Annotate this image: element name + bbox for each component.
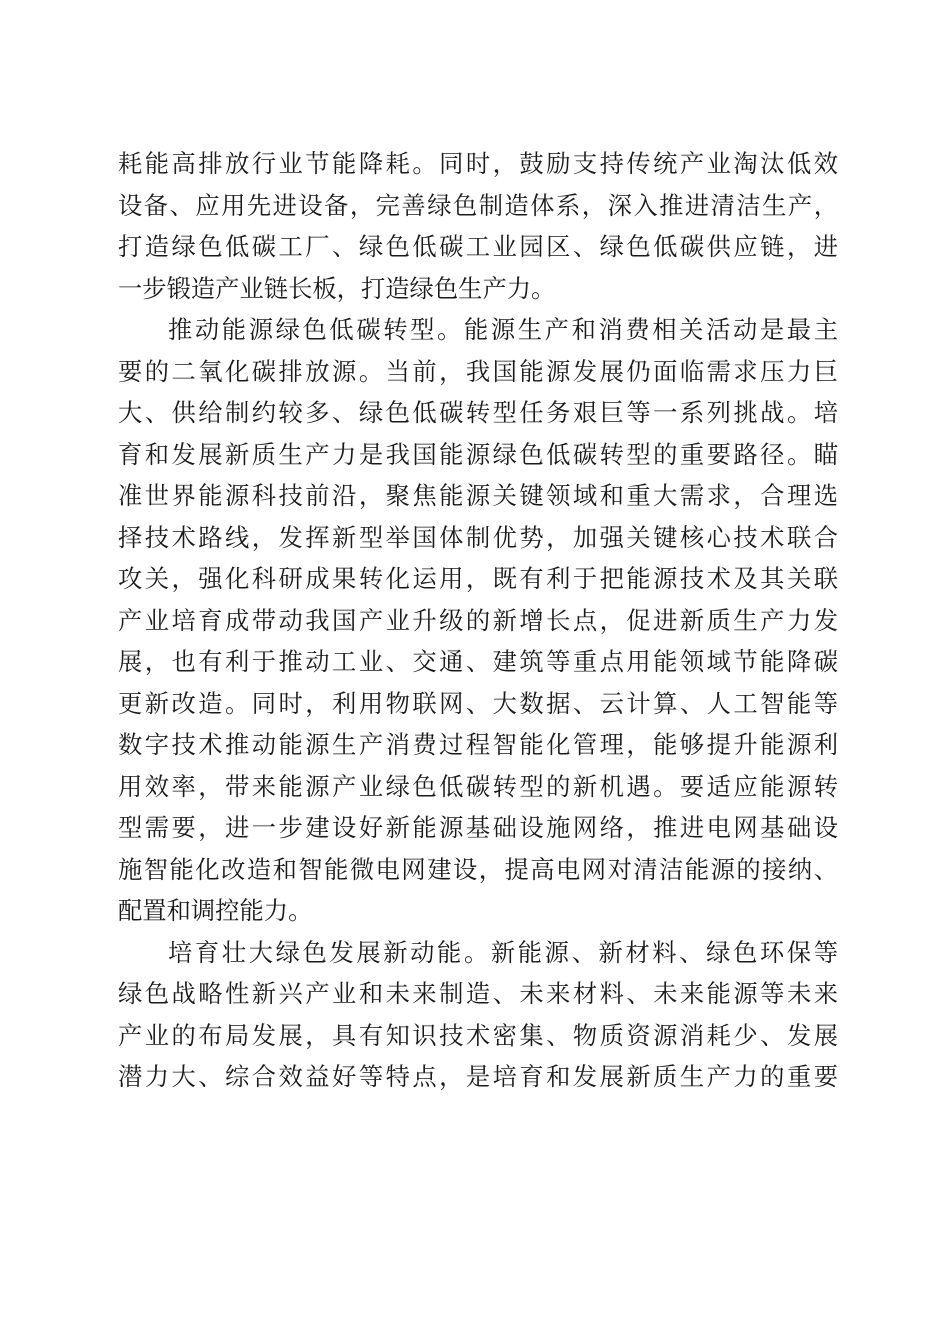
text-line: 配置和调控能力。 (118, 896, 313, 925)
text-line: 攻关，强化科研成果转化运用，既有利于把能源技术及其关联 (118, 564, 838, 593)
text-line: 型需要，进一步建设好新能源基础设施网络，推进电网基础设 (118, 813, 838, 842)
text-line: 要的二氧化碳排放源。当前，我国能源发展仍面临需求压力巨 (118, 356, 838, 386)
text-line: 展，也有利于推动工业、交通、建筑等重点用能领域节能降碳 (118, 647, 838, 676)
text-line: 更新改造。同时，利用物联网、大数据、云计算、人工智能等 (118, 688, 838, 718)
text-line: 潜力大、综合效益好等特点，是培育和发展新质生产力的重要 (118, 1062, 838, 1091)
text-line: 绿色战略性新兴产业和未来制造、未来材料、未来能源等未来 (118, 979, 838, 1008)
text-line: 用效率，带来能源产业绿色低碳转型的新机遇。要适应能源转 (118, 771, 838, 801)
text-line: 一步锻造产业链长板，打造绿色生产力。 (118, 273, 556, 303)
text-line: 择技术路线，发挥新型举国体制优势，加强关键核心技术联合 (118, 522, 838, 552)
text-line: 准世界能源科技前沿，聚焦能源关键领域和重大需求，合理选 (118, 481, 838, 510)
paragraph-1 (118, 143, 838, 309)
text-line: 设备、应用先进设备，完善绿色制造体系，深入推进清洁生产， (118, 190, 838, 220)
text-line: 产业的布局发展，具有知识技术密集、物质资源消耗少、发展 (118, 1020, 838, 1050)
text-line: 育和发展新质生产力是我国能源绿色低碳转型的重要路径。瞄 (118, 439, 838, 469)
paragraph-2 (118, 309, 838, 932)
text-line: 数字技术推动能源生产消费过程智能化管理，能够提升能源利 (118, 730, 838, 759)
body-text (118, 143, 838, 1098)
text-line: 施智能化改造和智能微电网建设，提高电网对清洁能源的接纳、 (118, 854, 838, 884)
text-line: 产业培育成带动我国产业升级的新增长点，促进新质生产力发 (118, 605, 838, 635)
text-line: 耗能高排放行业节能降耗。同时，鼓励支持传统产业淘汰低效 (118, 149, 838, 178)
text-line: 打造绿色低碳工厂、绿色低碳工业园区、绿色低碳供应链，进 (118, 232, 838, 261)
paragraph-3 (118, 932, 838, 1098)
text-line: 培育壮大绿色发展新动能。新能源、新材料、绿色环保等 (168, 937, 838, 967)
text-line: 推动能源绿色低碳转型。能源生产和消费相关活动是最主 (168, 315, 838, 344)
text-line: 大、供给制约较多、绿色低碳转型任务艰巨等一系列挑战。培 (118, 398, 838, 427)
